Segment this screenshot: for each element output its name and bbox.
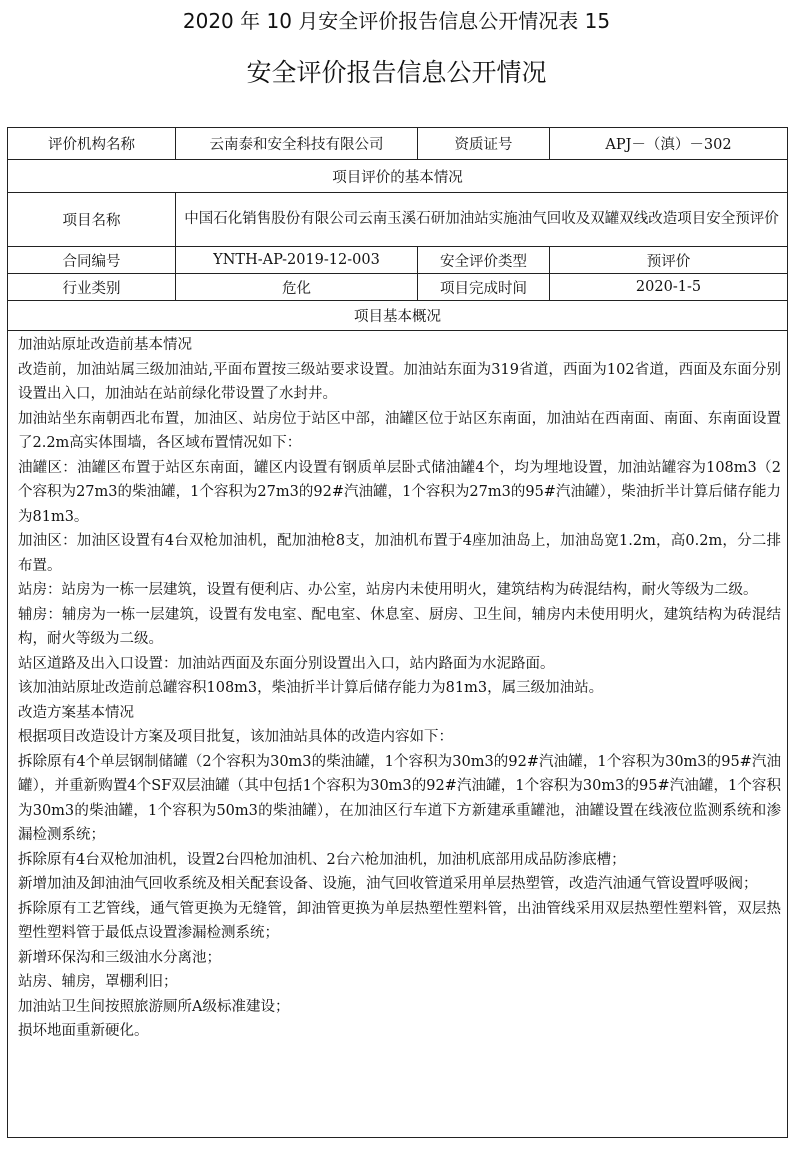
industry-value: 危化 [176, 274, 418, 301]
cert-value: APJ－（滇）－302 [550, 128, 788, 160]
overview-paragraph: 该加油站原址改造前总罐容积108m3，柴油折半计算后储存能力为81m3，属三级加油站。 [18, 680, 604, 696]
contract-label: 合同编号 [8, 247, 176, 274]
org-row [8, 128, 788, 160]
overview-paragraph: 损坏地面重新硬化。 [18, 1023, 149, 1039]
document-title: 2020 年 10 月安全评价报告信息公开情况表 15 [182, 9, 611, 33]
contract-row [8, 247, 788, 274]
project-name-label: 项目名称 [8, 193, 176, 247]
basic-info-header: 项目评价的基本情况 [8, 160, 788, 193]
overview-paragraph: 新增环保沟和三级油水分离池； [18, 949, 221, 966]
overview-paragraph: 拆除原有4个单层钢制储罐（2个容积为30m3的柴油罐，1个容积为30m3的92#汽油罐，1个容积为30m3的95#汽油罐），并重新购置4个SF双层油罐（其中包括1个容积为30m3的92#汽油罐，1个容积为30m3的95#汽油罐，1个容积为30m3的柴油罐，1个容积为50m3的柴油罐），在加油区行车道下方新建承重罐池，油罐设置在线液位监测系统和渗漏检测系统； [18, 753, 781, 843]
overview-paragraph: 站房：站房为一栋一层建筑，设置有便利店、办公室，站房内未使用明火，建筑结构为砖混结构，耐火等级为二级。 [18, 582, 758, 598]
overview-row [8, 331, 788, 1138]
project-name-row [8, 193, 788, 247]
overview-paragraph: 加油站卫生间按照旅游厕所A级标准建设； [18, 998, 290, 1015]
overview-paragraph: 加油站原址改造前基本情况 [18, 337, 192, 353]
document-subtitle: 安全评价报告信息公开情况 [246, 58, 547, 87]
overview-paragraph: 油罐区：油罐区布置于站区东南面，罐区内设置有钢质单层卧式储油罐4个，均为埋地设置，加油站罐容为108m3（2个容积为27m3的柴油罐，1个容积为27m3的92#汽油罐，1个容积为27m3的95#汽油罐），柴油折半计算后储存能力为81m3。 [18, 459, 781, 525]
disclosure-table [7, 127, 788, 1138]
overview-paragraph: 加油站坐东南朝西北布置，加油区、站房位于站区中部，油罐区位于站区东南面，加油站在西南面、南面、东南面设置了2.2m高实体围墙，各区域布置情况如下： [18, 410, 781, 451]
project-name-value: 中国石化销售股份有限公司云南玉溪石研加油站实施油气回收及双罐双线改造项目安全预评价 [176, 193, 788, 247]
finish-time-value: 2020-1-5 [550, 274, 788, 301]
eval-type-label: 安全评价类型 [418, 247, 550, 274]
overview-body [8, 331, 788, 1138]
org-label: 评价机构名称 [8, 128, 176, 160]
overview-paragraph: 新增加油及卸油油气回收系统及相关配套设备、设施，油气回收管道采用单层热塑管，改造汽油通气管设置呼吸阀； [18, 876, 758, 892]
industry-label: 行业类别 [8, 274, 176, 301]
contract-value: YNTH-AP-2019-12-003 [176, 247, 418, 274]
industry-row [8, 274, 788, 301]
overview-paragraph: 根据项目改造设计方案及项目批复，该加油站具体的改造内容如下： [18, 729, 453, 745]
org-value: 云南泰和安全科技有限公司 [176, 128, 418, 160]
overview-paragraph: 站房、辅房，罩棚利旧； [18, 974, 178, 990]
overview-header-row [8, 301, 788, 331]
cert-label: 资质证号 [418, 128, 550, 160]
overview-paragraph: 拆除原有工艺管线，通气管更换为无缝管，卸油管更换为单层热塑性塑料管，出油管线采用双层热塑性塑料管，双层热塑性塑料管于最低点设置渗漏检测系统； [18, 900, 781, 941]
overview-paragraph: 站区道路及出入口设置：加油站西面及东面分别设置出入口，站内路面为水泥路面。 [18, 655, 555, 672]
overview-paragraph: 加油区：加油区设置有4台双枪加油机，配加油枪8支，加油机布置于4座加油岛上，加油岛宽1.2m，高0.2m，分二排布置。 [18, 533, 781, 574]
overview-paragraph: 拆除原有4台双枪加油机，设置2台四枪加油机、2台六枪加油机，加油机底部用成品防渗底槽； [18, 851, 626, 868]
finish-time-label: 项目完成时间 [418, 274, 550, 301]
overview-paragraph: 改造方案基本情况 [18, 704, 134, 721]
eval-type-value: 预评价 [550, 247, 788, 274]
overview-paragraph: 辅房：辅房为一栋一层建筑，设置有发电室、配电室、休息室、厨房、卫生间，辅房内未使用明火，建筑结构为砖混结构，耐火等级为二级。 [18, 606, 781, 647]
overview-paragraph: 改造前，加油站属三级加油站,平面布置按三级站要求设置。加油站东面为319省道，西面为102省道，西面及东面分别设置出入口，加油站在站前绿化带设置了水封井。 [18, 361, 781, 402]
overview-header: 项目基本概况 [8, 301, 788, 331]
basic-header-row [8, 160, 788, 193]
